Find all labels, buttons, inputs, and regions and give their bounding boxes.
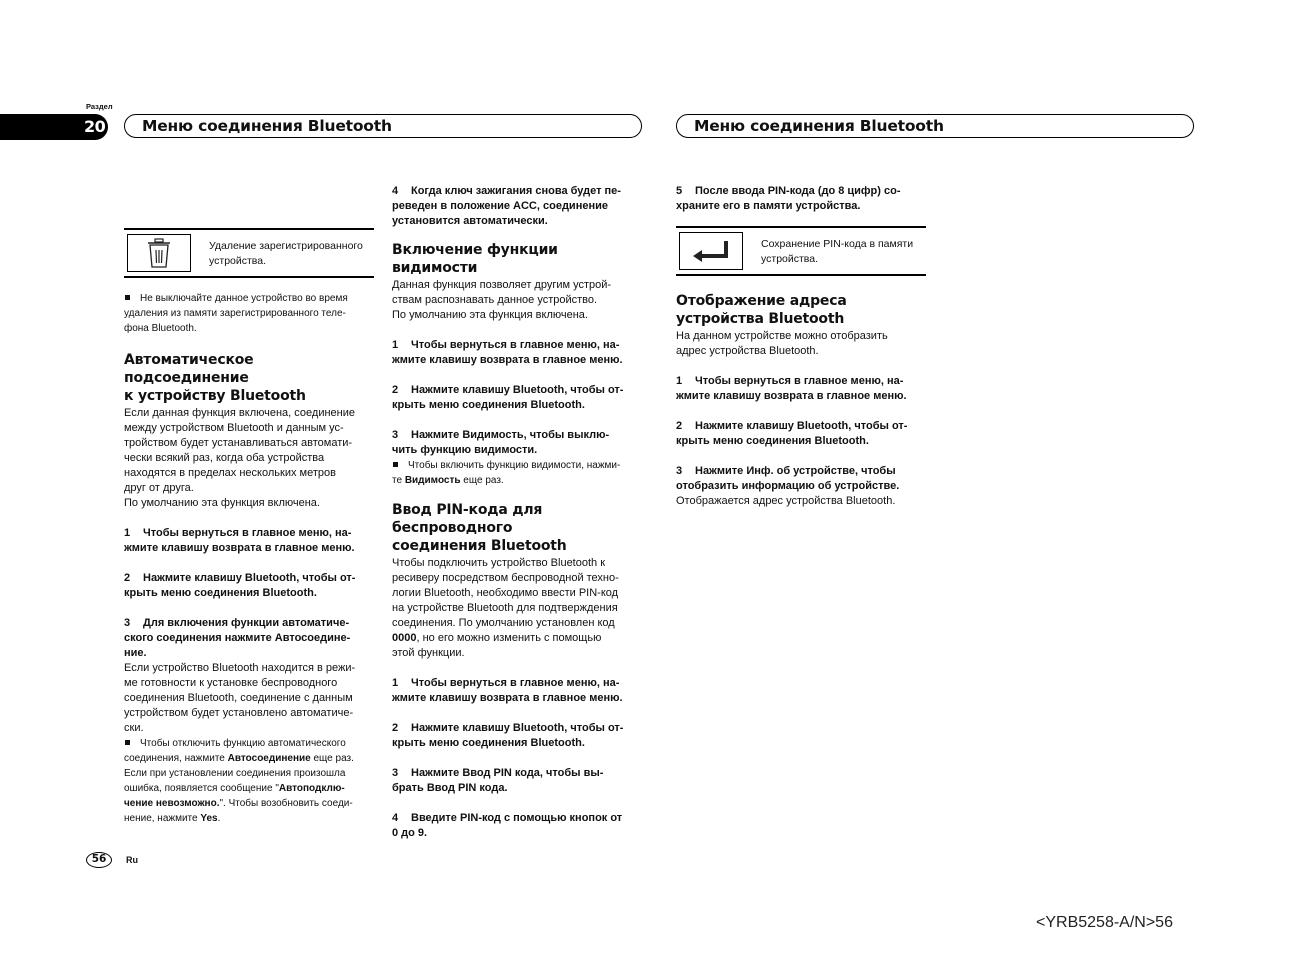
auto-step-3-body — [124, 661, 374, 736]
step-line: Нажмите клавишу Bluetooth, чтобы от- — [411, 384, 624, 396]
note-text: ". Чтобы возобновить соеди- — [219, 798, 353, 809]
step-number: 2 — [676, 420, 683, 432]
column-1 — [124, 228, 374, 826]
step-line: Чтобы вернуться в главное меню, на- — [143, 527, 352, 539]
body-line: на устройстве Bluetooth для подтверждения — [392, 602, 618, 614]
heading-line: Отображение адреса — [676, 293, 847, 309]
step-line: реведен в положение ACC, соединение — [392, 200, 608, 212]
chapter-header-right — [676, 114, 1194, 138]
body-line: Если данная функция включена, соединение — [124, 407, 355, 419]
column-2 — [392, 184, 642, 841]
step-line: брать Ввод PIN кода. — [392, 782, 508, 794]
step-line: ние. — [124, 647, 147, 659]
note-line: Чтобы включить функцию видимости, нажми- — [408, 460, 621, 471]
step-line: жмите клавишу возврата в главное меню. — [676, 390, 907, 402]
heading-line: устройства Bluetooth — [676, 311, 845, 327]
caption-line: Сохранение PIN-кода в памяти — [761, 238, 914, 250]
auto-step-3 — [124, 616, 374, 661]
note-text: еще раз. — [460, 475, 504, 486]
body-line: адрес устройства Bluetooth. — [676, 345, 819, 357]
language-code: Ru — [126, 855, 138, 865]
column-3 — [676, 184, 926, 509]
heading-line: к устройству Bluetooth — [124, 388, 306, 404]
note-keyword: Автосоединение — [227, 753, 311, 764]
body-line: этой функции. — [392, 647, 465, 659]
pin-step-1 — [392, 676, 642, 706]
step-line: отобразить информацию об устройстве. — [676, 480, 900, 492]
address-result: Отображается адрес устройства Bluetooth. — [676, 495, 896, 507]
step-line: Когда ключ зажигания снова будет пе- — [411, 185, 621, 197]
pin-step-4 — [392, 811, 642, 841]
step-line: ского соединения нажмите Автосоедине- — [124, 632, 351, 644]
step-line: крыть меню соединения Bluetooth. — [392, 399, 585, 411]
note-keyword: Автоподклю- — [278, 783, 345, 794]
visibility-step-2 — [392, 383, 642, 413]
save-pin-box — [676, 226, 926, 276]
step-line: Нажмите Инф. об устройстве, чтобы — [695, 465, 896, 477]
body-line: соединения. По умолчанию установлен код — [392, 617, 615, 629]
delete-device-box — [124, 228, 374, 278]
document-reference: <YRB5258-A/N>56 — [1036, 914, 1173, 931]
enter-arrow-icon — [691, 239, 731, 263]
pin-heading — [392, 501, 642, 555]
section-number: 20 — [84, 117, 106, 136]
body-line: между устройством Bluetooth и данным ус- — [124, 422, 344, 434]
heading-line: соединения Bluetooth — [392, 538, 567, 554]
note-text: нение, нажмите — [124, 813, 201, 824]
visibility-heading: Включение функции видимости — [392, 242, 558, 276]
body-text: , но его можно изменить с помощью — [416, 632, 602, 644]
heading-line: Ввод PIN-кода для беспроводного — [392, 502, 543, 536]
visibility-step-1 — [392, 338, 642, 368]
auto-connect-note — [124, 736, 374, 826]
body-line: Данная функция позволяет другим устрой- — [392, 279, 612, 291]
body-line: ме готовности к установке беспроводного — [124, 677, 338, 689]
visibility-body — [392, 278, 642, 323]
body-line: По умолчанию эта функция включена. — [392, 309, 588, 321]
chapter-title-left: Меню соединения Bluetooth — [142, 117, 392, 135]
note-text: . — [217, 813, 221, 824]
auto-step-1 — [124, 526, 374, 556]
step-number: 2 — [124, 572, 131, 584]
step-line: Чтобы вернуться в главное меню, на- — [411, 339, 620, 351]
caption-line: устройства. — [761, 253, 819, 265]
body-line: находятся в пределах нескольких метров — [124, 467, 336, 479]
step-line: Нажмите клавишу Bluetooth, чтобы от- — [695, 420, 908, 432]
chapter-header-left — [124, 114, 642, 138]
step-line: крыть меню соединения Bluetooth. — [124, 587, 317, 599]
step-line: Нажмите клавишу Bluetooth, чтобы от- — [143, 572, 356, 584]
step-line: жмите клавишу возврата в главное меню. — [392, 692, 623, 704]
step-line: Чтобы вернуться в главное меню, на- — [411, 677, 620, 689]
note-keyword: Yes — [200, 813, 218, 824]
body-line: соединения Bluetooth, соединение с данным — [124, 692, 353, 704]
step-number: 4 — [392, 812, 399, 824]
note-keyword: Видимость — [404, 475, 461, 486]
note-line: Не выключайте данное устройство во время — [140, 293, 348, 304]
trash-icon-frame — [127, 234, 191, 272]
auto-connect-heading — [124, 351, 374, 405]
step-line: храните его в памяти устройства. — [676, 200, 861, 212]
bullet-icon — [125, 295, 130, 300]
body-line: устройством будет установлено автоматиче- — [124, 707, 354, 719]
step-line: Нажмите Ввод PIN кода, чтобы вы- — [411, 767, 604, 779]
step-line: жмите клавишу возврата в главное меню. — [392, 354, 623, 366]
step-number: 5 — [676, 185, 683, 197]
step-line: Нажмите Видимость, чтобы выклю- — [411, 429, 610, 441]
body-line: Чтобы подключить устройство Bluetooth к — [392, 557, 606, 569]
step-number: 3 — [124, 617, 131, 629]
address-step-2 — [676, 419, 926, 449]
step-number: 3 — [392, 767, 399, 779]
delete-device-caption — [209, 239, 374, 269]
visibility-note — [392, 458, 642, 488]
trash-icon — [147, 238, 171, 268]
enter-icon-frame — [679, 232, 743, 270]
step-number: 1 — [392, 677, 399, 689]
step-number: 3 — [392, 429, 399, 441]
save-pin-caption — [761, 237, 926, 267]
note-line: удаления из памяти зарегистрированного теле- — [124, 308, 346, 319]
body-line: На данном устройстве можно отобразить — [676, 330, 888, 342]
pin-step-2 — [392, 721, 642, 751]
note-line: Чтобы отключить функцию автоматического — [140, 738, 346, 749]
note-text: те — [392, 475, 405, 486]
step-line: Чтобы вернуться в главное меню, на- — [695, 375, 904, 387]
address-step-1 — [676, 374, 926, 404]
step-number: 3 — [676, 465, 683, 477]
step-number: 1 — [392, 339, 399, 351]
step-line: крыть меню соединения Bluetooth. — [676, 435, 869, 447]
step-line: 0 до 9. — [392, 827, 428, 839]
step-number: 2 — [392, 384, 399, 396]
body-line: друг от друга. — [124, 482, 194, 494]
auto-connect-body — [124, 406, 374, 511]
page-number: 56 — [86, 852, 112, 868]
step-number: 1 — [124, 527, 131, 539]
section-label: Раздел — [86, 102, 113, 111]
default-pin-code: 0000 — [392, 632, 417, 644]
body-line: По умолчанию эта функция включена. — [124, 497, 320, 509]
note-text: соединения, нажмите — [124, 753, 228, 764]
step-line: Введите PIN-код с помощью кнопок от — [411, 812, 623, 824]
auto-step-4 — [392, 184, 642, 229]
step-number: 1 — [676, 375, 683, 387]
step-line: жмите клавишу возврата в главное меню. — [124, 542, 355, 554]
note-text: еще раз. — [310, 753, 354, 764]
step-line: После ввода PIN-кода (до 8 цифр) со- — [695, 185, 901, 197]
chapter-title-right: Меню соединения Bluetooth — [694, 117, 944, 135]
pin-body — [392, 556, 642, 661]
caption-line: устройства. — [209, 255, 267, 267]
body-line: ски. — [124, 722, 144, 734]
address-body — [676, 329, 926, 359]
step-number: 4 — [392, 185, 399, 197]
warning-note — [124, 291, 374, 336]
pin-step-3 — [392, 766, 642, 796]
bullet-icon — [393, 462, 398, 467]
auto-step-2 — [124, 571, 374, 601]
body-line: ресиверу посредством беспроводной техно- — [392, 572, 619, 584]
step-line: крыть меню соединения Bluetooth. — [392, 737, 585, 749]
step-line: Нажмите клавишу Bluetooth, чтобы от- — [411, 722, 624, 734]
body-line: логии Bluetooth, необходимо ввести PIN-код — [392, 587, 619, 599]
step-number: 2 — [392, 722, 399, 734]
note-line: Если при установлении соединения произошла — [124, 768, 346, 779]
note-text: ошибка, появляется сообщение " — [124, 783, 279, 794]
note-line: фона Bluetooth. — [124, 323, 197, 334]
heading-line: Автоматическое подсоединение — [124, 352, 254, 386]
body-line: Если устройство Bluetooth находится в режи- — [124, 662, 356, 674]
address-step-3 — [676, 464, 926, 494]
bullet-icon — [125, 740, 130, 745]
body-line: чески всякий раз, когда оба устройства — [124, 452, 325, 464]
step-line: установится автоматически. — [392, 215, 548, 227]
body-line: тройством будет устанавливаться автомати- — [124, 437, 353, 449]
step-line: чить функцию видимости. — [392, 444, 538, 456]
step-line: Для включения функции автоматиче- — [143, 617, 350, 629]
visibility-step-3 — [392, 428, 642, 458]
note-keyword: чение невозможно. — [124, 798, 220, 809]
body-line: ствам распознавать данное устройство. — [392, 294, 598, 306]
caption-line: Удаление зарегистрированного — [209, 240, 363, 252]
address-heading — [676, 292, 926, 328]
pin-step-5 — [676, 184, 926, 214]
